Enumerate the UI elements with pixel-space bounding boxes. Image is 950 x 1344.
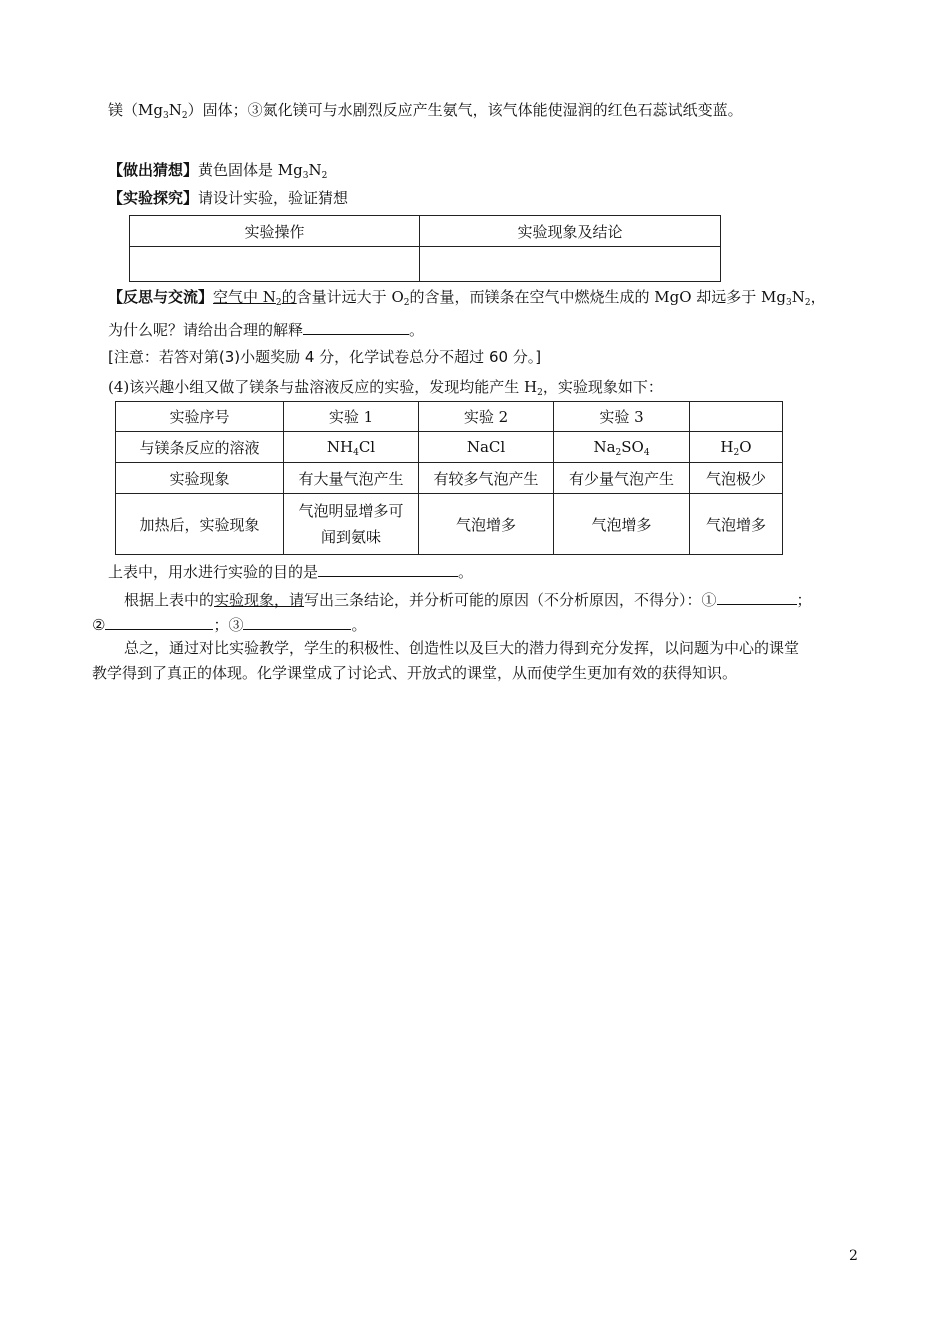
reflect-n: N — [791, 288, 805, 306]
conclusion-line-2 — [92, 613, 366, 635]
intro-mg: Mg — [138, 101, 163, 119]
design-cell-result[interactable] — [420, 247, 721, 282]
table-cell: 有较多气泡产生 — [419, 463, 554, 494]
guess-sub-2: 2 — [321, 171, 328, 181]
conclusion-line-1 — [124, 588, 812, 610]
table-cell: 有少量气泡产生 — [554, 463, 690, 494]
table-cell-nh4cl: $NH_4Cl$ — [284, 432, 419, 463]
guess-label: 【做出猜想】 — [108, 161, 199, 179]
table-cell: 实验序号 — [116, 402, 284, 432]
guess-text: 黄色固体是 Mg — [198, 161, 303, 179]
table-cell: 实验 3 — [554, 402, 690, 432]
q4-tail: ，实验现象如下： — [542, 378, 663, 396]
table-cell-heated-1: 气泡明显增多可 闻到氨味 — [284, 494, 419, 555]
reflect-line-1 — [108, 287, 826, 307]
reflect-text-2: 的含量，而镁条在空气中燃烧生成的 MgO 却远多于 Mg — [409, 288, 787, 306]
conclusion-blank-1[interactable] — [717, 588, 797, 605]
reflect-comma: ， — [810, 288, 826, 306]
reflect-n-sub: 2 — [804, 298, 811, 308]
table-cell: 实验 1 — [284, 402, 419, 432]
table-cell: 气泡增多 — [419, 494, 554, 555]
reflect-line-2 — [108, 318, 424, 340]
intro-line — [108, 100, 743, 120]
explore-line — [108, 188, 348, 208]
table-cell: 气泡极少 — [690, 463, 783, 494]
design-cell-operation[interactable] — [130, 247, 420, 282]
design-table — [129, 215, 721, 282]
explore-label: 【实验探究】 — [108, 189, 199, 207]
reflect-answer-blank[interactable] — [303, 318, 409, 335]
table-cell: 实验现象 — [116, 463, 284, 494]
conclusion-blank-3[interactable] — [243, 613, 351, 630]
table-cell-h2o: $H_2O$ — [690, 432, 783, 463]
conclusion-label-2: ② — [92, 616, 106, 634]
water-question-text: 上表中，用水进行实验的目的是 — [108, 563, 319, 581]
page-number: 2 — [849, 1248, 858, 1264]
question-4 — [108, 377, 663, 397]
reflect-o-sub: 2 — [403, 298, 410, 308]
table-cell: 气泡增多 — [554, 494, 690, 555]
summary-line-1: 总之，通过对比实验教学，学生的积极性、创造性以及巨大的潜力得到充分发挥，以问题为中心的课堂 — [124, 639, 800, 657]
table-cell-nacl: NaCl — [419, 432, 554, 463]
reflect-label: 【反思与交流】 — [108, 288, 214, 306]
table-cell — [690, 402, 783, 432]
design-header-operation: 实验操作 — [130, 216, 420, 247]
conclusion-end-2: 。 — [351, 616, 367, 634]
design-header-result: 实验现象及结论 — [420, 216, 721, 247]
reflect-end: 。 — [409, 321, 425, 339]
table-cell: 实验 2 — [419, 402, 554, 432]
conclusion-sep: ；③ — [213, 616, 244, 634]
q4-sub: 2 — [537, 388, 543, 398]
conclusion-text-2: 写出三条结论，并分析可能的原因（不分析原因，不得分）：① — [304, 591, 717, 609]
reflect-mg-sub: 3 — [786, 298, 792, 308]
intro-sub-3: 3 — [162, 111, 169, 121]
intro-text-1: 镁（ — [108, 101, 139, 119]
water-question — [108, 560, 473, 582]
intro-text-2: ）固体；③氮化镁可与水剧烈反应产生氨气，该气体能使湿润的红色石蕊试纸变蓝。 — [187, 101, 743, 119]
table-cell: 加热后，实验现象 — [116, 494, 284, 555]
bonus-note: [注意：若答对第(3)小题奖励 4 分，化学试卷总分不超过 60 分。] — [108, 348, 542, 366]
intro-n: N — [168, 101, 182, 119]
conclusion-blank-2[interactable] — [105, 613, 213, 630]
q4-text: (4)该兴趣小组又做了镁条与盐溶液反应的实验，发现均能产生 H — [108, 378, 538, 396]
table-cell: 与镁条反应的溶液 — [116, 432, 284, 463]
experiment-table — [115, 401, 783, 555]
summary-line-2: 教学得到了真正的体现。化学课堂成了讨论式、开放式的课堂，从而使学生更加有效的获得知识。 — [92, 664, 738, 682]
conclusion-end-1: ； — [796, 591, 812, 609]
table-cell-na2so4: $Na_2SO_4$ — [554, 432, 690, 463]
reflect-text-1: 含量计远大于 O — [296, 288, 404, 306]
explore-text: 请设计实验，验证猜想 — [198, 189, 349, 207]
conclusion-text-1: 根据上表中的 — [124, 591, 215, 609]
water-end: 。 — [458, 563, 474, 581]
guess-sub-3: 3 — [302, 171, 309, 181]
reflect-underlined: 空气中 $N_2$的 — [213, 288, 297, 308]
conclusion-underlined: 实验现象，请 — [214, 591, 305, 609]
reflect-question: 为什么呢？请给出合理的解释 — [108, 321, 304, 339]
guess-line — [108, 160, 327, 180]
intro-sub-2: 2 — [181, 111, 188, 121]
water-answer-blank[interactable] — [318, 560, 458, 577]
table-cell: 有大量气泡产生 — [284, 463, 419, 494]
guess-n: N — [308, 161, 322, 179]
table-cell: 气泡增多 — [690, 494, 783, 555]
